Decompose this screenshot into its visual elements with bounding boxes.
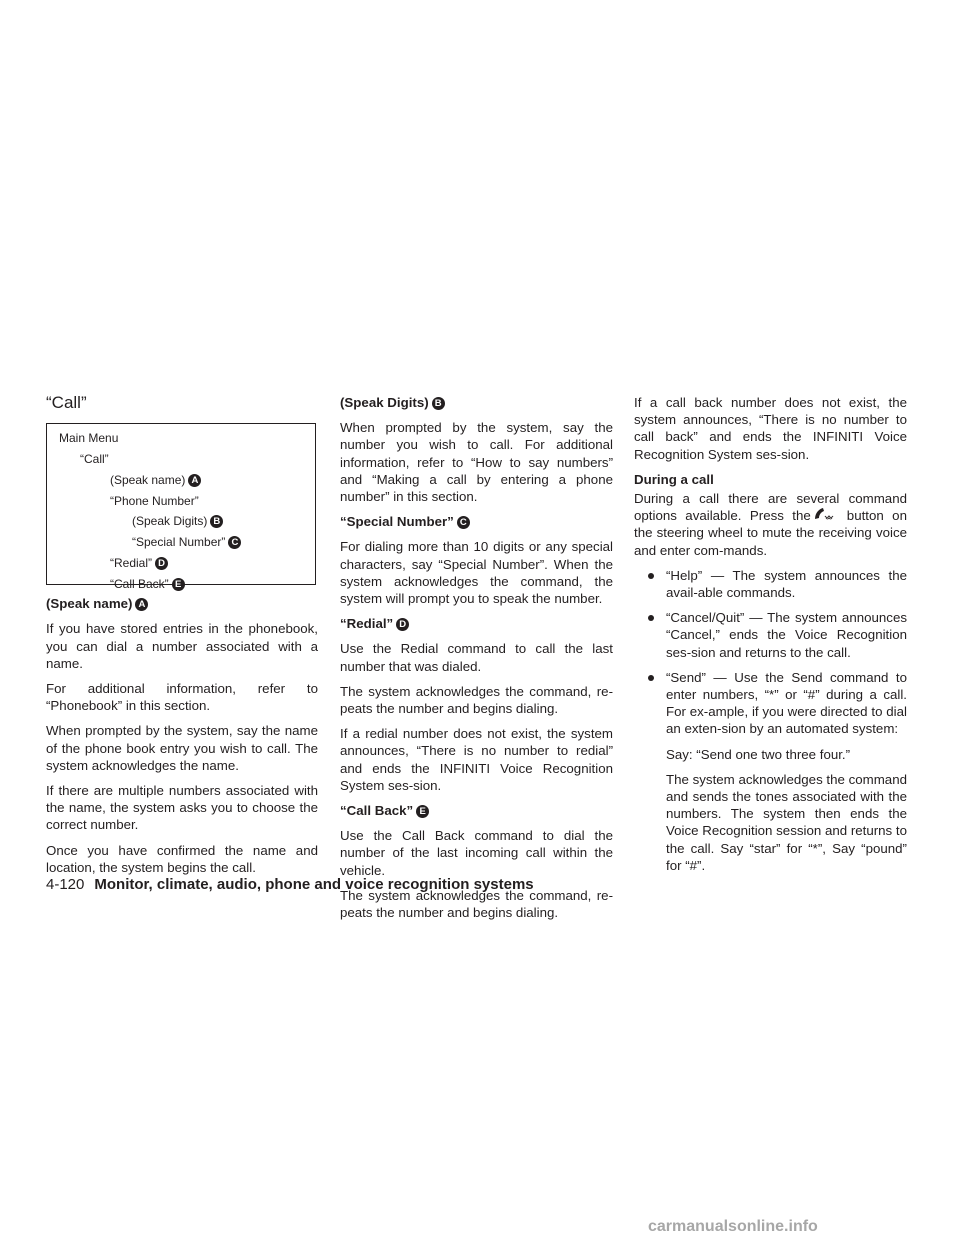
menu-call: “Call”: [80, 452, 109, 466]
paragraph: When prompted by the system, say the number you wish to call. For additional information, refer to “How to say numbers” and “Making a call by entering a phone number” in this section.: [340, 420, 613, 505]
marker-a-icon: A: [188, 474, 201, 487]
bullet-icon: [648, 675, 654, 681]
page-footer: [46, 876, 534, 893]
section-title: “Call”: [46, 393, 87, 412]
marker-a-icon: A: [135, 598, 148, 611]
paragraph: Use the Redial command to call the last number that was dialed.: [340, 641, 613, 674]
column-1: [46, 394, 318, 884]
list-item: “Help” — The system announces the avail-able commands.: [634, 567, 907, 601]
paragraph: The system acknowledges the command, re-peats the number and begins dialing.: [340, 887, 613, 921]
marker-b-icon: B: [432, 397, 445, 410]
command-list: [634, 567, 907, 738]
marker-d-icon: D: [396, 618, 409, 631]
paragraph: If a redial number does not exist, the system announces, “There is no number to redial” and ends the INFINITI Voice Recognition System ses-sion.: [340, 726, 613, 793]
watermark: carmanualsonline.info: [648, 1218, 818, 1235]
menu-special-number: “Special Number” C: [47, 532, 315, 553]
marker-e-icon: E: [172, 578, 185, 591]
phone-button-icon: [813, 507, 839, 521]
heading-during-a-call: During a call: [634, 471, 714, 487]
menu-phone-number: “Phone Number”: [110, 493, 199, 508]
heading-redial: “Redial” D: [340, 615, 613, 632]
paragraph: For dialing more than 10 digits or any special characters, say “Special Number”. When the system acknowledges the command, the system will prompt you to speak the number.: [340, 539, 613, 607]
say-example: Say: “Send one two three four.”: [666, 746, 851, 762]
list-item: “Send” — Use the Send command to enter numbers, “*” or “#” during a call. For ex-ample, if you were directed to dial an exten-sion by an automated system:: [634, 669, 907, 738]
paragraph: Once you have confirmed the name and location, the system begins the call.: [46, 842, 318, 875]
marker-b-icon: B: [210, 515, 223, 528]
menu-redial: “Redial” D: [47, 553, 315, 574]
paragraph: Use the Call Back command to dial the number of the last incoming call within the vehicle.: [340, 828, 613, 878]
marker-c-icon: C: [457, 516, 470, 529]
page-number: 4-120: [46, 876, 85, 893]
marker-c-icon: C: [228, 536, 241, 549]
menu-call-back: “Call Back” E: [47, 574, 315, 595]
bullet-icon: [648, 573, 654, 579]
marker-d-icon: D: [155, 557, 168, 570]
menu-speak-name: (Speak name) A: [47, 470, 315, 491]
paragraph: During a call there are several command options available. Press the button on the steering wheel to mute the receiving voice and enter com-mands.: [634, 491, 907, 558]
chapter-title: Monitor, climate, audio, phone and voice recognition systems: [94, 876, 534, 893]
heading-special-number: “Special Number” C: [340, 513, 613, 530]
paragraph: The system acknowledges the command and sends the tones associated with the numbers. The system then ends the Voice Recognition session and returns to the call. Say “star” for “*”, Say “pound” for “#”.: [666, 771, 907, 873]
menu-main: Main Menu: [59, 431, 119, 446]
marker-e-icon: E: [416, 805, 429, 818]
paragraph: If there are multiple numbers associated with the name, the system asks you to choose the correct number.: [46, 783, 318, 833]
bullet-icon: [648, 615, 654, 621]
list-item: “Cancel/Quit” — The system announces “Cancel,” ends the Voice Recognition ses-sion and returns to the call.: [634, 609, 907, 661]
paragraph: When prompted by the system, say the name of the phone book entry you wish to call. The system acknowledges the name.: [46, 723, 318, 773]
paragraph: If you have stored entries in the phonebook, you can dial a number associated with a name.: [46, 621, 318, 671]
menu-tree-box: [46, 423, 316, 591]
paragraph: The system acknowledges the command, re-peats the number and begins dialing.: [340, 683, 613, 717]
heading-call-back: “Call Back” E: [340, 802, 613, 819]
paragraph: If a call back number does not exist, the system announces, “There is no number to call back” and ends the INFINITI Voice Recognition System ses-sion.: [634, 395, 907, 462]
paragraph: For additional information, refer to “Phonebook” in this section.: [46, 681, 318, 714]
column-3: [634, 394, 907, 882]
heading-speak-name: (Speak name) A: [46, 595, 318, 612]
menu-speak-digits: (Speak Digits) B: [47, 511, 315, 532]
heading-speak-digits: (Speak Digits) B: [340, 394, 613, 411]
column-2: [340, 394, 613, 929]
